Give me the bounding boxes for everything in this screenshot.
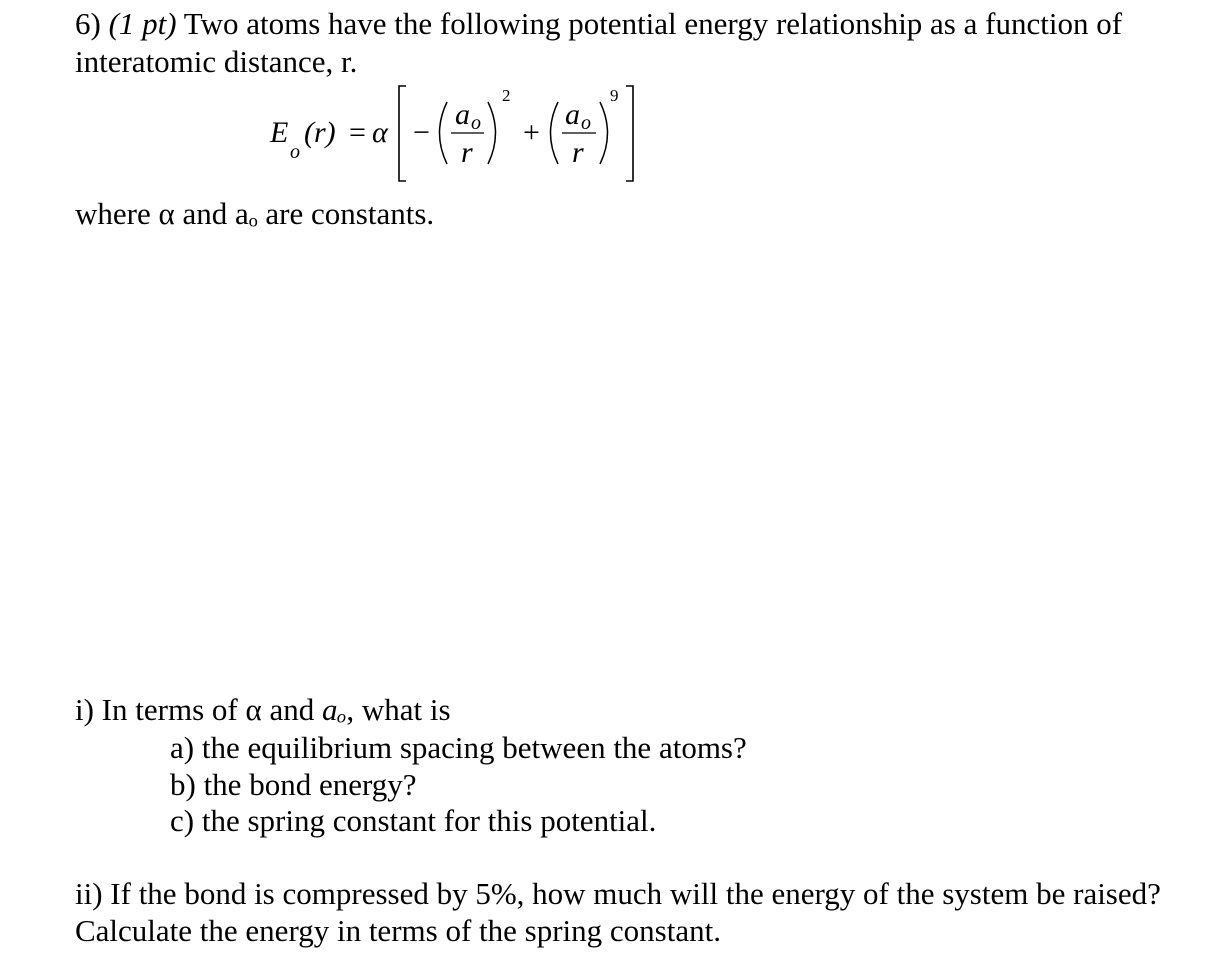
eq-numerator-2: a — [565, 98, 580, 131]
eq-lhs-subscript: o — [290, 141, 300, 163]
part-i-suffix: , what is — [346, 692, 451, 727]
eq-lhs-E: E — [270, 116, 289, 149]
problem-number: 6) — [75, 6, 101, 41]
eq-lhs-arg: (r) — [304, 116, 336, 149]
potential-energy-equation — [268, 84, 648, 188]
eq-denominator-1: r — [461, 136, 473, 169]
part-i-c: c) the spring constant for this potential. — [170, 803, 657, 838]
problem-intro: Two atoms have the following potential energy relationship as a function of — [183, 6, 1123, 41]
part-i-b: b) the bond energy? — [170, 767, 417, 802]
eq-numerator-1: a — [455, 98, 470, 131]
eq-alpha: α — [372, 116, 388, 149]
eq-plus: + — [523, 116, 540, 149]
part-i-question — [75, 692, 451, 728]
eq-denominator-2: r — [572, 136, 584, 169]
eq-numerator-2-subscript: o — [581, 112, 591, 134]
eq-equals: = — [349, 116, 366, 149]
eq-numerator-1-subscript: o — [471, 112, 481, 134]
part-ii-line2: Calculate the energy in terms of the spring constant. — [75, 913, 721, 948]
problem-header — [75, 6, 1122, 42]
constants-note: where α and aₒ are constants. — [75, 196, 435, 231]
eq-exponent-1: 2 — [502, 86, 511, 105]
part-ii-line1: ii) If the bond is compressed by 5%, how much will the energy of the system be raised? — [75, 876, 1161, 911]
part-i-prefix: i) In terms of α and — [75, 692, 322, 727]
eq-exponent-2: 9 — [610, 86, 619, 105]
problem-points: (1 pt) — [108, 6, 177, 41]
part-i-a: a) the equilibrium spacing between the atoms? — [170, 730, 747, 765]
problem-intro-line2: interatomic distance, r. — [75, 44, 358, 79]
part-i-variable: aₒ — [321, 692, 347, 727]
eq-minus: − — [413, 116, 430, 149]
